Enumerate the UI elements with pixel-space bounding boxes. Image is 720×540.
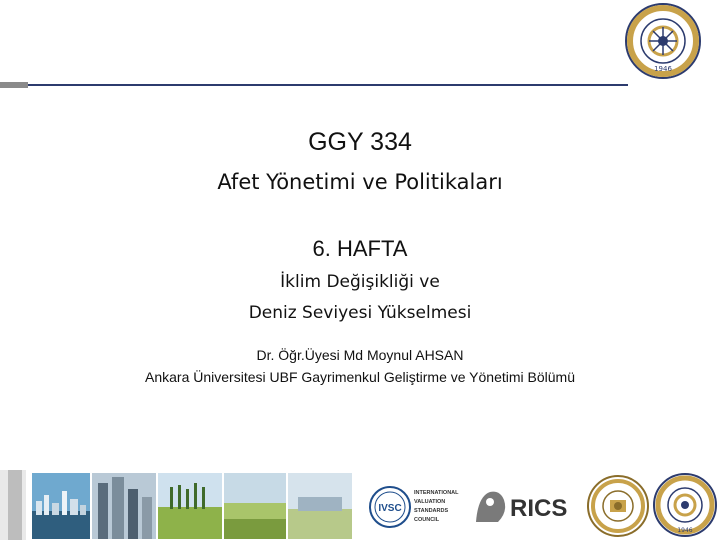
header-rule-line <box>28 84 628 86</box>
rics-text: RICS <box>510 495 568 522</box>
landscape-photo <box>288 473 352 539</box>
ivsc-text-4: COUNCIL <box>414 517 440 523</box>
author-name: Dr. Öğr.Üyesi Md Moynul AHSAN <box>256 347 464 363</box>
field-photo <box>224 473 286 539</box>
coastal-city-photo <box>32 473 90 539</box>
ankara-university-seal-icon <box>624 2 702 80</box>
course-title: Afet Yönetimi ve Politikaları <box>217 170 503 194</box>
week-label: 6. HAFTA <box>312 236 408 261</box>
header-rule <box>0 82 720 88</box>
footer-left-block-inner <box>8 470 22 540</box>
ivsc-text-3: STANDARDS <box>414 508 449 514</box>
topic-line-1: İklim Değişikliği ve <box>280 272 440 292</box>
ivsc-logo <box>368 484 464 535</box>
university-seal-bottom-1-icon <box>586 474 650 538</box>
topic-line-2: Deniz Seviyesi Yükselmesi <box>248 303 472 323</box>
meadow-trees-photo <box>158 473 222 539</box>
rics-logo <box>470 482 580 535</box>
ivsc-text-2: VALUATION <box>414 499 446 505</box>
skyscraper-photo <box>92 473 156 539</box>
rics-lion-icon <box>476 492 505 522</box>
seal-year: 1946 <box>654 65 672 73</box>
course-code: GGY 334 <box>308 128 412 156</box>
ivsc-abbr: IVSC <box>378 503 402 514</box>
seal2-year: 1946 <box>677 527 693 534</box>
ivsc-text-1: INTERNATIONAL <box>414 490 459 496</box>
department-name: Ankara Üniversitesi UBF Gayrimenkul Geliştirme ve Yönetimi Bölümü <box>145 369 575 385</box>
university-seal-bottom-2-icon <box>652 472 718 538</box>
header-rule-gray-block <box>0 82 28 88</box>
